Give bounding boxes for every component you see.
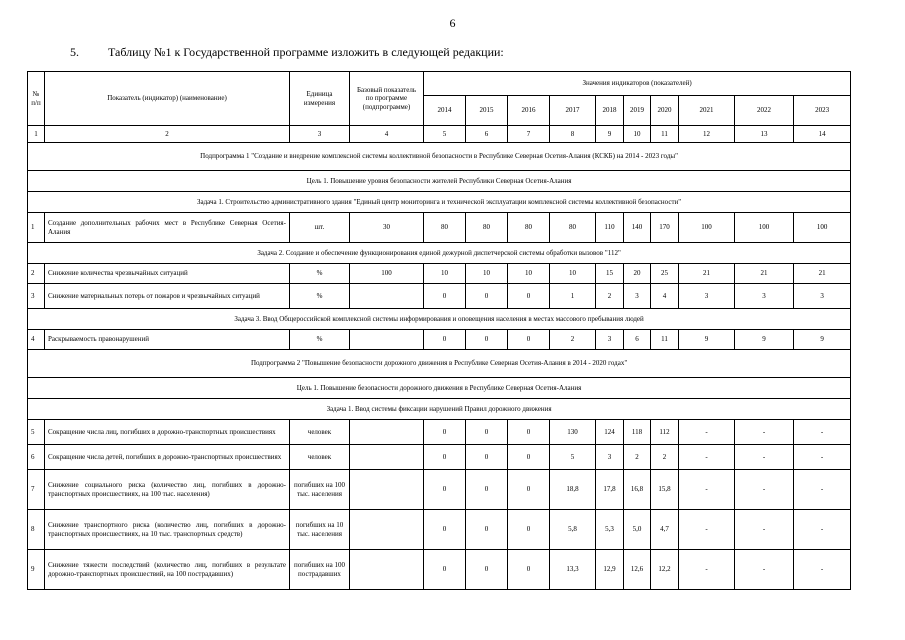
year-value: -	[794, 470, 851, 510]
year-value: 170	[651, 213, 679, 243]
year-value: -	[735, 510, 794, 550]
task-title-row	[28, 192, 851, 213]
year-value: 0	[466, 510, 508, 550]
year-value: 9	[794, 330, 851, 350]
year-value: 25	[651, 264, 679, 284]
row-number: 1	[28, 213, 45, 243]
column-number: 4	[350, 126, 424, 143]
year-value: 0	[466, 284, 508, 309]
row-number: 6	[28, 445, 45, 470]
section-heading	[70, 45, 504, 60]
row-number: 5	[28, 420, 45, 445]
year-header: 2016	[508, 96, 550, 126]
year-value: -	[794, 445, 851, 470]
task-title-row	[28, 399, 851, 420]
subprogram-title-row	[28, 143, 851, 171]
year-value: -	[794, 420, 851, 445]
year-value: 6	[624, 330, 651, 350]
table-row	[28, 213, 851, 243]
table-row	[28, 284, 851, 309]
year-value: 3	[735, 284, 794, 309]
task-title-row	[28, 243, 851, 264]
base-value	[350, 330, 424, 350]
year-value: 0	[466, 330, 508, 350]
year-header: 2014	[424, 96, 466, 126]
year-value: 0	[508, 510, 550, 550]
indicator-name: Раскрываемость правонарушений	[45, 330, 290, 350]
column-number: 14	[794, 126, 851, 143]
year-value: -	[735, 550, 794, 590]
table-row	[28, 330, 851, 350]
table-row	[28, 470, 851, 510]
goal-title-row	[28, 171, 851, 192]
subprogram-title-row	[28, 350, 851, 378]
indicator-name: Снижение тяжести последствий (количество лиц, погибших в результате дорожно-транспортных происшествий, на 100 пострадавших)	[45, 550, 290, 590]
row-number: 2	[28, 264, 45, 284]
year-value: 12,6	[624, 550, 651, 590]
year-value: -	[735, 445, 794, 470]
indicator-name: Снижение транспортного риска (количество лиц, погибших в дорожно-транспортных происшествиях, на 10 тыс. транспортных средств)	[45, 510, 290, 550]
year-value: 15	[596, 264, 624, 284]
year-value: -	[679, 470, 735, 510]
indicator-name: Снижение социального риска (количество лиц, погибших в дорожно-транспортных происшествиях, на 100 тыс. населения)	[45, 470, 290, 510]
year-value: 18,8	[550, 470, 596, 510]
year-value: 0	[466, 470, 508, 510]
year-value: 10	[466, 264, 508, 284]
subprogram-title: Подпрограмма 1 "Создание и внедрение комплексной системы коллективной безопасности в Республике Северная Осетия-Алания (КСКБ) на 2014 - 2023 годы"	[28, 143, 851, 171]
year-value: 5,3	[596, 510, 624, 550]
year-value: 9	[679, 330, 735, 350]
page-number: 6	[449, 16, 456, 30]
base-value	[350, 420, 424, 445]
column-number: 10	[624, 126, 651, 143]
year-value: 2	[651, 445, 679, 470]
task-title: Задача 1. Строительство административного здания "Единый центр мониторинга и технической эксплуатации комплексной системы коллективной безопасности"	[28, 192, 851, 213]
indicator-name: Создание дополнительных рабочих мест в Республике Северная Осетия-Алания	[45, 213, 290, 243]
column-number: 11	[651, 126, 679, 143]
year-value: 21	[679, 264, 735, 284]
unit-cell: погибших на 10 тыс. населения	[290, 510, 350, 550]
year-value: 0	[508, 420, 550, 445]
year-value: 110	[596, 213, 624, 243]
unit-cell: шт.	[290, 213, 350, 243]
year-value: 0	[424, 330, 466, 350]
unit-cell: %	[290, 330, 350, 350]
year-value: 0	[508, 445, 550, 470]
year-value: 0	[424, 284, 466, 309]
goal-title: Цель 1. Повышение безопасности дорожного движения в Республике Северная Осетия-Алания	[28, 378, 851, 399]
year-value: 80	[466, 213, 508, 243]
column-number: 8	[550, 126, 596, 143]
row-number: 3	[28, 284, 45, 309]
year-value: 0	[424, 420, 466, 445]
task-title-row	[28, 309, 851, 330]
year-value: 21	[735, 264, 794, 284]
indicators-table	[27, 71, 851, 590]
year-value: 100	[735, 213, 794, 243]
table-row	[28, 420, 851, 445]
goal-title-row	[28, 378, 851, 399]
task-title: Задача 2. Создание и обеспечение функционирования единой дежурной диспетчерской системы обработки вызовов "112"	[28, 243, 851, 264]
column-number: 9	[596, 126, 624, 143]
year-value: 13,3	[550, 550, 596, 590]
year-value: 0	[466, 420, 508, 445]
column-number: 6	[466, 126, 508, 143]
year-value: 12,2	[651, 550, 679, 590]
base-value	[350, 550, 424, 590]
year-value: -	[679, 445, 735, 470]
table-row	[28, 264, 851, 284]
year-header: 2019	[624, 96, 651, 126]
year-value: -	[735, 470, 794, 510]
table-row	[28, 445, 851, 470]
year-value: 124	[596, 420, 624, 445]
header-num: № п/п	[28, 72, 45, 126]
base-value: 100	[350, 264, 424, 284]
year-value: 140	[624, 213, 651, 243]
unit-cell: %	[290, 284, 350, 309]
row-number: 8	[28, 510, 45, 550]
year-value: 0	[508, 470, 550, 510]
year-value: 11	[651, 330, 679, 350]
unit-cell: человек	[290, 420, 350, 445]
column-number: 13	[735, 126, 794, 143]
row-number: 4	[28, 330, 45, 350]
header-base: Базовый показатель по программе (подпрограмме)	[350, 72, 424, 126]
heading-text: Таблицу №1 к Государственной программе изложить в следующей редакции:	[108, 45, 504, 59]
row-number: 7	[28, 470, 45, 510]
indicator-name: Сокращение числа лиц, погибших в дорожно-транспортных происшествиях	[45, 420, 290, 445]
column-number: 7	[508, 126, 550, 143]
header-values-group: Значения индикаторов (показателей)	[424, 72, 851, 96]
year-value: 5,0	[624, 510, 651, 550]
unit-cell: погибших на 100 пострадавших	[290, 550, 350, 590]
row-number: 9	[28, 550, 45, 590]
year-value: 0	[424, 550, 466, 590]
year-value: 0	[466, 550, 508, 590]
year-value: 80	[550, 213, 596, 243]
column-number: 12	[679, 126, 735, 143]
year-header: 2020	[651, 96, 679, 126]
year-value: 2	[550, 330, 596, 350]
table-row	[28, 510, 851, 550]
header-indicator: Показатель (индикатор) (наименование)	[45, 72, 290, 126]
year-value: -	[679, 510, 735, 550]
year-value: 80	[424, 213, 466, 243]
year-value: 5,8	[550, 510, 596, 550]
year-value: 3	[624, 284, 651, 309]
year-value: 2	[596, 284, 624, 309]
year-value: 3	[794, 284, 851, 309]
base-value	[350, 284, 424, 309]
year-value: 0	[424, 445, 466, 470]
year-value: 112	[651, 420, 679, 445]
year-value: -	[679, 550, 735, 590]
base-value	[350, 510, 424, 550]
year-value: 16,8	[624, 470, 651, 510]
year-value: 5	[550, 445, 596, 470]
year-value: -	[794, 550, 851, 590]
year-value: 20	[624, 264, 651, 284]
year-value: 118	[624, 420, 651, 445]
heading-number: 5.	[70, 45, 79, 59]
unit-cell: человек	[290, 445, 350, 470]
base-value	[350, 445, 424, 470]
year-header: 2021	[679, 96, 735, 126]
indicator-name: Снижение количества чрезвычайных ситуаций	[45, 264, 290, 284]
task-title: Задача 3. Ввод Общероссийской комплексной системы информирования и оповещения населения в местах массового пребывания людей	[28, 309, 851, 330]
column-number-row	[28, 126, 851, 143]
task-title: Задача 1. Ввод системы фиксации нарушений Правил дорожного движения	[28, 399, 851, 420]
base-value	[350, 470, 424, 510]
year-value: 3	[596, 330, 624, 350]
column-number: 1	[28, 126, 45, 143]
year-value: 130	[550, 420, 596, 445]
year-header: 2015	[466, 96, 508, 126]
year-header: 2022	[735, 96, 794, 126]
year-value: 10	[550, 264, 596, 284]
base-value: 30	[350, 213, 424, 243]
year-value: 0	[466, 445, 508, 470]
year-value: -	[794, 510, 851, 550]
year-value: 0	[424, 470, 466, 510]
year-value: 3	[679, 284, 735, 309]
year-value: 12,9	[596, 550, 624, 590]
year-value: 10	[508, 264, 550, 284]
year-value: 100	[794, 213, 851, 243]
year-header: 2018	[596, 96, 624, 126]
year-value: 2	[624, 445, 651, 470]
year-header: 2017	[550, 96, 596, 126]
table-row	[28, 550, 851, 590]
subprogram-title: Подпрограмма 2 "Повышение безопасности дорожного движения в Республике Северная Осетия-Алания в 2014 - 2020 годах"	[28, 350, 851, 378]
year-value: 0	[508, 284, 550, 309]
year-value: 0	[424, 510, 466, 550]
year-value: 100	[679, 213, 735, 243]
column-number: 5	[424, 126, 466, 143]
goal-title: Цель 1. Повышение уровня безопасности жителей Республики Северная Осетия-Алания	[28, 171, 851, 192]
unit-cell: погибших на 100 тыс. населения	[290, 470, 350, 510]
year-value: 4	[651, 284, 679, 309]
year-value: 0	[508, 330, 550, 350]
year-header: 2023	[794, 96, 851, 126]
year-value: 1	[550, 284, 596, 309]
year-value: 80	[508, 213, 550, 243]
year-value: -	[679, 420, 735, 445]
year-value: 9	[735, 330, 794, 350]
unit-cell: %	[290, 264, 350, 284]
header-unit: Единица измерения	[290, 72, 350, 126]
year-value: 4,7	[651, 510, 679, 550]
year-value: 17,8	[596, 470, 624, 510]
year-value: 15,8	[651, 470, 679, 510]
year-value: 21	[794, 264, 851, 284]
year-value: 10	[424, 264, 466, 284]
column-number: 2	[45, 126, 290, 143]
year-value: 3	[596, 445, 624, 470]
column-number: 3	[290, 126, 350, 143]
year-value: -	[735, 420, 794, 445]
indicator-name: Сокращение числа детей, погибших в дорожно-транспортных происшествиях	[45, 445, 290, 470]
indicator-name: Снижение материальных потерь от пожаров и чрезвычайных ситуаций	[45, 284, 290, 309]
year-value: 0	[508, 550, 550, 590]
